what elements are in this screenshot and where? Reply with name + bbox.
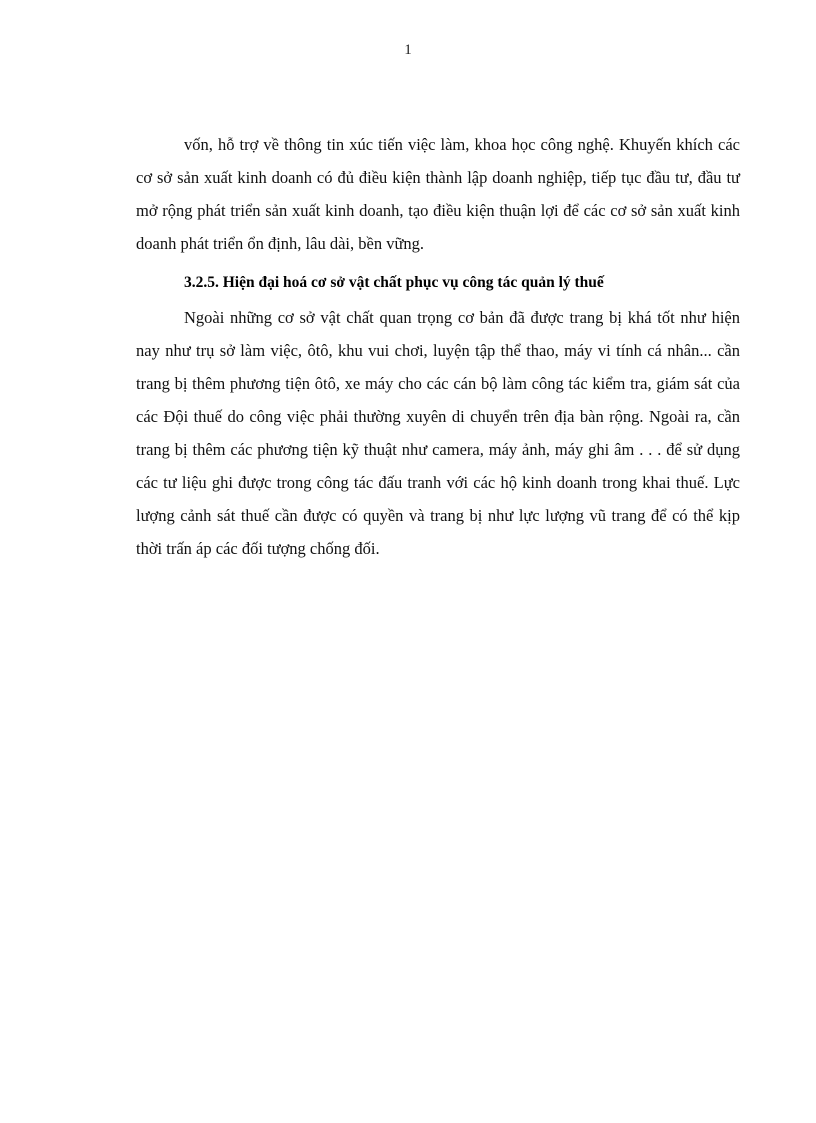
paragraph-2: Ngoài những cơ sở vật chất quan trọng cơ bản đã được trang bị khá tốt như hiện nay như trụ sở làm việc, ôtô, khu vui chơi, luyện tập thể thao, máy vi tính cá nhân... cần trang bị thêm phương tiện ôtô, xe máy cho các cán bộ làm công tác kiểm tra, giám sát của các Đội thuế do công việc phải thường xuyên di chuyển trên địa bàn rộng. Ngoài ra, cần trang bị thêm các phương tiện kỹ thuật như camera, máy ảnh, máy ghi âm . . . để sử dụng các tư liệu ghi được trong công tác đấu tranh với các hộ kinh doanh trong khai thuế. Lực lượng cảnh sát thuế cần được có quyền và trang bị như lực lượng vũ trang để có thể kịp thời trấn áp các đối tượng chống đối. xyxy=(136,308,740,558)
paragraph-1: vốn, hỗ trợ về thông tin xúc tiến việc làm, khoa học công nghệ. Khuyến khích các cơ sở sản xuất kinh doanh có đủ điều kiện thành lập doanh nghiệp, tiếp tục đầu tư, đầu tư mở rộng phát triển sản xuất kinh doanh, tạo điều kiện thuận lợi để các cơ sở sản xuất kinh doanh phát triển ổn định, lâu dài, bền vững. xyxy=(136,135,740,253)
section-heading: 3.2.5. Hiện đại hoá cơ sở vật chất phục vụ công tác quản lý thuế xyxy=(184,274,604,291)
page-content xyxy=(136,128,740,565)
page-number: 1 xyxy=(404,42,412,58)
